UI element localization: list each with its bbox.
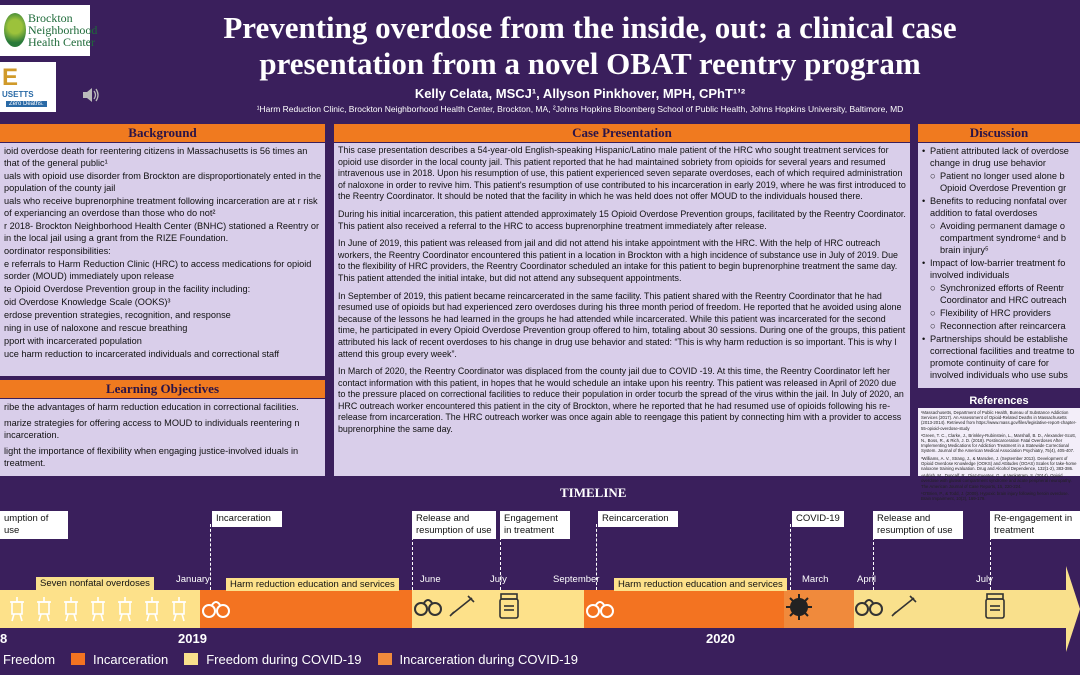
case-panel bbox=[334, 143, 910, 476]
syringe-icon bbox=[35, 596, 53, 622]
background-item: r 2018- Brockton Neighborhood Health Center (BNHC) stationed a Reentry or in the local jail using a grant from the RIZE Foundation. bbox=[4, 221, 320, 243]
background-item: erdose prevention strategies, recognition, and response bbox=[4, 310, 231, 320]
legend-label: Freedom bbox=[3, 651, 56, 667]
hollow-bullet-icon: ○ bbox=[930, 321, 936, 331]
bnhc-logo-text bbox=[28, 12, 97, 48]
timeline-month: March bbox=[802, 574, 829, 585]
background-item: pport with incarcerated population bbox=[4, 336, 142, 346]
timeline-event-label: Release and resumption of use bbox=[873, 511, 963, 539]
case-paragraph: In June of 2019, this patient was released from jail and did not attend his intake appointment with the HRC. With the help of HRC outreach workers, the Reentry Coordinator encountered this patient in a location in Brockton with a high incidence of substance use in July of 2019. Due to the flexibility of HRC providers, the Reentry Coordinator scheduled an intake for this patient to begin buprenorphine treatment the same day. This patient attended the initial intake, but did not attend any subsequent appointments. bbox=[338, 238, 898, 283]
timeline-event-label: Incarceration bbox=[212, 511, 282, 527]
title-line-1: Preventing overdose from the inside, out: a clinical case bbox=[223, 10, 957, 45]
handcuffs-icon bbox=[202, 596, 230, 620]
timeline-month: April bbox=[857, 574, 877, 585]
hollow-bullet-icon: ○ bbox=[930, 171, 936, 181]
references-heading: References bbox=[969, 395, 1029, 407]
authors: Kelly Celata, MSCJ¹, Allyson Pinkhover, MPH, CPhT¹ʼ² bbox=[414, 86, 746, 101]
syringe-icon bbox=[143, 596, 161, 622]
reference-item: ²Green, T. C., Clarke, J., Brinkley-Rubinstein, L., Marshall, B. D., Alexander-Scott, N., Boss, R., & Rich, J. D. (2018). Postincarceration Fatal Overdoses After Implementing Medications for Addiction Treatment in a Statewide Correctional System. Journal of the American Medical Association Psychiatry, 75(4), 405-407. bbox=[921, 432, 1076, 454]
rize-logo-letter: E bbox=[2, 64, 19, 91]
timeline-overdoses-label: Seven nonfatal overdoses bbox=[36, 577, 154, 590]
timeline-incarceration-segment bbox=[200, 590, 412, 628]
timeline-services-label: Harm reduction education and services bbox=[614, 578, 787, 591]
syringe-icon bbox=[116, 596, 134, 622]
timeline-services-label: Harm reduction education and services bbox=[226, 578, 399, 591]
background-item: ioid overdose death for reentering citizens in Massachusetts is 56 times an that of the general public¹ bbox=[4, 146, 308, 168]
timeline-year: 2020 bbox=[706, 631, 735, 646]
background-item: uce harm reduction to incarcerated individuals and correctional staff bbox=[4, 349, 280, 359]
reference-item: ¹Massachusetts, Department of Public Health, Bureau of Substance Addiction Services (2017). An Assessment of Opioid-Related Deaths in Massachusetts (2013-2014). Retrieved from https://www.mass.gov/files/legislative-report-chapter-55-opioid-overdose-study bbox=[921, 410, 1077, 431]
handcuffs-icon bbox=[855, 594, 883, 618]
speaker-icon[interactable] bbox=[82, 87, 100, 103]
bullet-icon: • bbox=[922, 196, 926, 206]
bullet-icon: • bbox=[922, 334, 926, 344]
timeline-arrowhead bbox=[1066, 566, 1080, 652]
timeline-title: TIMELINE bbox=[560, 485, 627, 500]
hollow-bullet-icon: ○ bbox=[930, 221, 936, 231]
hollow-bullet-icon: ○ bbox=[930, 283, 936, 293]
bnhc-logo-mark bbox=[4, 13, 26, 47]
legend-label: Freedom during COVID-19 bbox=[206, 651, 362, 667]
timeline-month: September bbox=[553, 574, 600, 585]
discussion-subitem: ○ Avoiding permanent damage o compartment syndrome⁴ and b brain injury⁵ bbox=[930, 221, 1066, 255]
timeline-month: June bbox=[420, 574, 441, 585]
bullet-icon: • bbox=[922, 258, 926, 268]
timeline-year: 2019 bbox=[178, 631, 207, 646]
rize-logo-state: USETTS bbox=[2, 90, 34, 99]
case-heading: Case Presentation bbox=[334, 124, 910, 142]
reference-item: ⁵O'Brien, P., & Todd, J. (2009). Hypoxic brain injury following heroin overdose. Brain Impairment, 10(2), 169-179. bbox=[921, 490, 1069, 502]
syringe-icon bbox=[170, 596, 188, 622]
rize-logo bbox=[0, 62, 56, 112]
discussion-heading: Discussion bbox=[918, 124, 1080, 142]
medication-bottle-icon bbox=[984, 592, 1006, 620]
hollow-bullet-icon: ○ bbox=[930, 308, 936, 318]
bnhc-logo-line-1: Brockton bbox=[28, 11, 73, 25]
discussion-item: • Patient attributed lack of overdose change in drug use behavior bbox=[922, 146, 1069, 168]
syringe-icon bbox=[62, 596, 80, 622]
discussion-panel bbox=[918, 143, 1080, 388]
timeline-event-label: COVID-19 bbox=[792, 511, 844, 527]
background-heading: Background bbox=[0, 124, 325, 142]
bnhc-logo bbox=[0, 5, 98, 56]
bnhc-logo-line-2: Neighborhood bbox=[28, 23, 98, 37]
background-item: e referrals to Harm Reduction Clinic (HRC) to access medications for opioid sorder (MOUD) immediately upon release bbox=[4, 259, 312, 281]
poster-title bbox=[100, 10, 1080, 82]
discussion-subitem: ○ Reconnection after reincarcera bbox=[930, 321, 1066, 331]
legend-label: Incarceration bbox=[93, 651, 169, 667]
timeline-event-label: Engagement in treatment bbox=[500, 511, 570, 539]
bnhc-logo-line-3: Health Center bbox=[28, 35, 95, 49]
syringe-icon bbox=[89, 596, 107, 622]
background-item: te Opioid Overdose Prevention group in the facility including: bbox=[4, 284, 251, 294]
timeline-month: January bbox=[176, 574, 210, 585]
bullet-icon: • bbox=[922, 146, 926, 156]
background-item: uals with opioid use disorder from Brockton are disproportionately ented in the population of the county jail bbox=[4, 171, 322, 193]
syringe-icon bbox=[448, 594, 476, 618]
timeline-event-label: Release and resumption of use bbox=[412, 511, 496, 539]
overdose-icons bbox=[8, 592, 198, 626]
discussion-item: • Impact of low-barrier treatment fo involved individuals bbox=[922, 258, 1066, 280]
timeline-covid-freedom-segment bbox=[854, 590, 1070, 628]
timeline-incarceration-segment bbox=[584, 590, 784, 628]
timeline-event-label: Re-engagement in treatment bbox=[990, 511, 1080, 539]
timeline-marker-line bbox=[790, 524, 791, 590]
background-item: ning in use of naloxone and rescue breathing bbox=[4, 323, 188, 333]
title-line-2: presentation from a novel OBAT reentry program bbox=[259, 46, 921, 81]
case-paragraph: During his initial incarceration, this patient attended approximately 15 Opioid Overdose Prevention groups, facilitated by the Reentry Coordinator. This patient also received a referral to the HRC to access buprenorphine treatment immediately after release. bbox=[338, 208, 906, 231]
background-item: oid Overdose Knowledge Scale (OOKS)³ bbox=[4, 297, 171, 307]
rize-logo-tagline: Zero Deaths. bbox=[6, 101, 47, 107]
legend bbox=[0, 650, 700, 668]
background-list bbox=[0, 145, 323, 360]
case-paragraph: In March of 2020, the Reentry Coordinator was displaced from the county jail due to COVID -19. At this time, the Reentry Coordinator left her contact information with this patient, in hopes that he would schedule an intake upon his reentry. This patient was released in April of 2020 due to the pressure placed on correctional facilities to reduce their population in order tocurb the spread of the virus within the jail. In July of 2020, an HRC outreach worker encountered this patient in the city of Brockton, where he reported that he had resumed use of opioids following his re-release from incarceration. The HRC outreach worker was once again able to reengage this patient by connecting him with a provider to access buprenorphine the same day. bbox=[338, 366, 904, 435]
handcuffs-icon bbox=[586, 596, 614, 620]
background-item: oordinator responsibilities: bbox=[4, 246, 111, 256]
timeline-marker-line bbox=[412, 537, 413, 590]
learning-heading: Learning Objectives bbox=[0, 380, 325, 398]
legend-swatch bbox=[71, 653, 85, 665]
virus-icon bbox=[784, 592, 814, 622]
timeline-event-label: umption of use bbox=[0, 511, 68, 539]
discussion-subitem: ○ Flexibility of HRC providers bbox=[930, 308, 1051, 318]
references-panel bbox=[918, 408, 1080, 502]
timeline-year: 8 bbox=[0, 631, 8, 646]
learning-item: marize strategies for offering access to MOUD to individuals reentering n incarceration. bbox=[4, 418, 300, 440]
affiliations: ¹Harm Reduction Clinic, Brockton Neighborhood Health Center, Brockton, MA, ²Johns Hopkins Bloomberg School of Public Health, Johns Hopkins University, Baltimore, MD bbox=[256, 104, 904, 114]
case-paragraph: This case presentation describes a 54-year-old English-speaking Hispanic/Latino male patient of the HRC who sought treatment services for opioid use disorder in the local county jail. This patient reported that he had maintained sobriety from opioids for several years and resumed intravenous use in 2018. Upon his resumption of use, this patient experienced seven separate overdoses, each of which required administration of naloxone in order to revive him. This patient's resumption of use contributed to his incarceration in early 2019, where he was first introduced to the Reentry Coordinator. It should be noted that the facility in which he was held does not offer MOUD to the individuals housed there. bbox=[338, 145, 906, 202]
discussion-list bbox=[922, 145, 1080, 381]
case-paragraph: In September of 2019, this patient became reincarcerated in the same facility. This patient shared with the Reentry Coordinator that he had resumed use of opioids but had experienced zero overdoses during his three month period of freedom. He reported that he avoided using alone because of the lessons he had learned in the groups he had attended while incarcerated. While this patient was incarcerated for the second time, he participated in every Opioid Overdose Prevention group offered to him, totaling about 30 sessions. During one of the groups, this patient attributed his lack of recent overdoses to his change in drug use behavior and stated: “This is why harm reduction is so important. This is why I attend this group every week”. bbox=[338, 290, 906, 359]
handcuffs-icon bbox=[414, 594, 442, 618]
timeline-month: July bbox=[976, 574, 993, 585]
learning-item: ribe the advantages of harm reduction education in correctional facilities. bbox=[4, 402, 299, 412]
learning-item: light the importance of flexibility when engaging justice-involved iduals in treatment. bbox=[4, 446, 299, 468]
medication-bottle-icon bbox=[498, 592, 520, 620]
discussion-subitem: ○ Patient no longer used alone b Opioid Overdose Prevention gr bbox=[930, 171, 1067, 193]
timeline-marker-line bbox=[210, 524, 211, 590]
legend-swatch bbox=[184, 653, 198, 665]
discussion-item: • Benefits to reducing nonfatal over addition to fatal overdoses bbox=[922, 196, 1067, 218]
timeline-month: July bbox=[490, 574, 507, 585]
learning-panel bbox=[0, 399, 325, 476]
background-item: uals who receive buprenorphine treatment following incarceration are at r risk of experiancing an overdose than those who do not² bbox=[4, 196, 318, 218]
syringe-icon bbox=[8, 596, 26, 622]
discussion-subitem: ○ Synchronized efforts of Reentr Coordinator and HRC outreach bbox=[930, 283, 1067, 305]
reference-item: ³Williams, A. V., Strang, J., & Marsden, J. (September 2013). Development of Opioid Overdose Knowledge (OOKS) and Attitudes (OOAS) Scales for take-home naloxone training evaluation. Drug and Alcohol Dependence, 132(1-2), 383-386. bbox=[921, 455, 1077, 472]
discussion-item: • Partnerships should be establishe correctional facilities and treatme to promote continuity of care for involved individuals who use subs bbox=[922, 334, 1075, 380]
background-panel bbox=[0, 143, 325, 376]
legend-label: Incarceration during COVID-19 bbox=[399, 651, 579, 667]
syringe-icon bbox=[890, 594, 918, 618]
timeline-event-label: Reincarceration bbox=[598, 511, 678, 527]
legend-swatch bbox=[378, 653, 392, 665]
reference-item: ⁴Adrish, M., Duncalf, R., Diaz-Fuentes, G., & Venkatram, S. (2014). Opioid overdose with gluteal compartment syndrome and acute peripheral neuropathy. The American Journal of Case Reports, 15, 220-224. bbox=[921, 473, 1072, 489]
